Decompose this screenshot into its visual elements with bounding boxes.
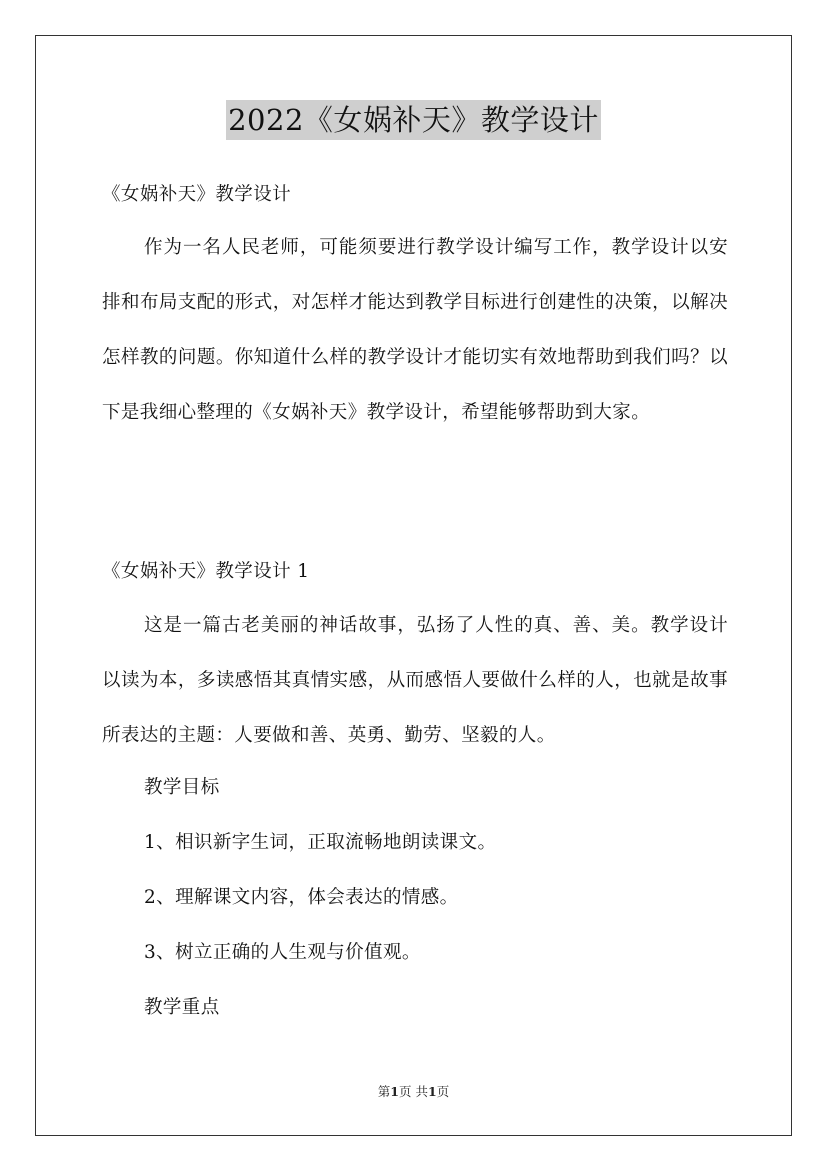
title-container bbox=[0, 100, 827, 140]
section-1-paragraph: 这是一篇古老美丽的神话故事，弘扬了人性的真、善、美。教学设计以读为本，多读感悟其真情实感，从而感悟人要做什么样的人，也就是故事所表达的主题：人要做和善、英勇、勤劳、坚毅的人。 bbox=[102, 615, 728, 746]
key-points-heading: 教学重点 bbox=[144, 997, 220, 1018]
objective-item-1: 1、相识新字生词，正取流畅地朗读课文。 bbox=[144, 832, 497, 853]
section-heading-1: 《女娲补天》教学设计 1 bbox=[102, 561, 310, 582]
document-title: 2022《女娲补天》教学设计 bbox=[226, 100, 601, 140]
subtitle: 《女娲补天》教学设计 bbox=[102, 184, 292, 205]
footer-page-mid: 页 共 bbox=[399, 1084, 428, 1099]
intro-paragraph: 作为一名人民老师，可能须要进行教学设计编写工作，教学设计以安排和布局支配的形式，对怎样才能达到教学目标进行创建性的决策，以解决怎样教的问题。你知道什么样的教学设计才能切实有效地帮助到我们吗？以下是我细心整理的《女娲补天》教学设计，希望能够帮助到大家。 bbox=[102, 237, 728, 423]
objective-item-3: 3、树立正确的人生观与价值观。 bbox=[144, 942, 421, 963]
footer-page-current: 1 bbox=[390, 1084, 399, 1099]
page-footer bbox=[0, 1083, 827, 1101]
footer-page-prefix: 第 bbox=[377, 1084, 391, 1099]
footer-page-suffix: 页 bbox=[436, 1084, 450, 1099]
footer-page-total: 1 bbox=[427, 1084, 437, 1099]
objectives-heading: 教学目标 bbox=[144, 777, 220, 798]
objective-item-2: 2、理解课文内容，体会表达的情感。 bbox=[144, 887, 459, 908]
